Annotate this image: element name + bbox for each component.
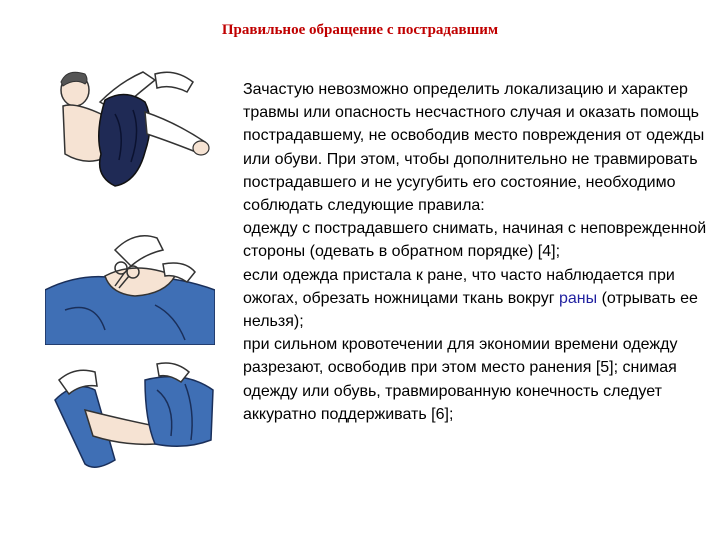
page-title: [0, 22, 720, 39]
rule-heavy-bleeding: при сильном кровотечении для экономии времени одежду разрезают, освободив при этом место ранения [5]; снимая одежду или обувь, травмированную конечность следует аккуратно поддерживать [6];: [243, 336, 678, 423]
rule-stuck-text-before: если одежда пристала к ране, что часто наблюдается при ожогах, обрезать ножницами ткань вокруг: [243, 266, 675, 307]
wound-link[interactable]: раны: [558, 289, 598, 307]
person-clothing-removal-illustration: [45, 62, 215, 197]
removing-sleeve-from-limb-illustration: [45, 360, 215, 480]
cutting-clothing-with-scissors-illustration: [45, 220, 215, 345]
page-title-text: Правильное обращение с пострадавшим: [221, 22, 499, 38]
rule-undamaged-side: одежду с пострадавшего снимать, начиная с неповрежденной стороны (одевать в обратном порядке) [4];: [243, 220, 707, 261]
rule-stuck-clothing: [243, 264, 708, 334]
rule-stuck-text-after: (отрывать ее нельзя);: [243, 289, 698, 331]
instruction-text-block: [243, 78, 708, 426]
intro-paragraph: Зачастую невозможно определить локализацию и характер травмы или опасность несчастного случая и оказать помощь пострадавшему, не освободив место повреждения от одежды или обуви. При этом, чтобы дополнительно не травмировать пострадавшего и не усугубить его состояние, необходимо соблюдать следующие правила:: [243, 81, 705, 215]
